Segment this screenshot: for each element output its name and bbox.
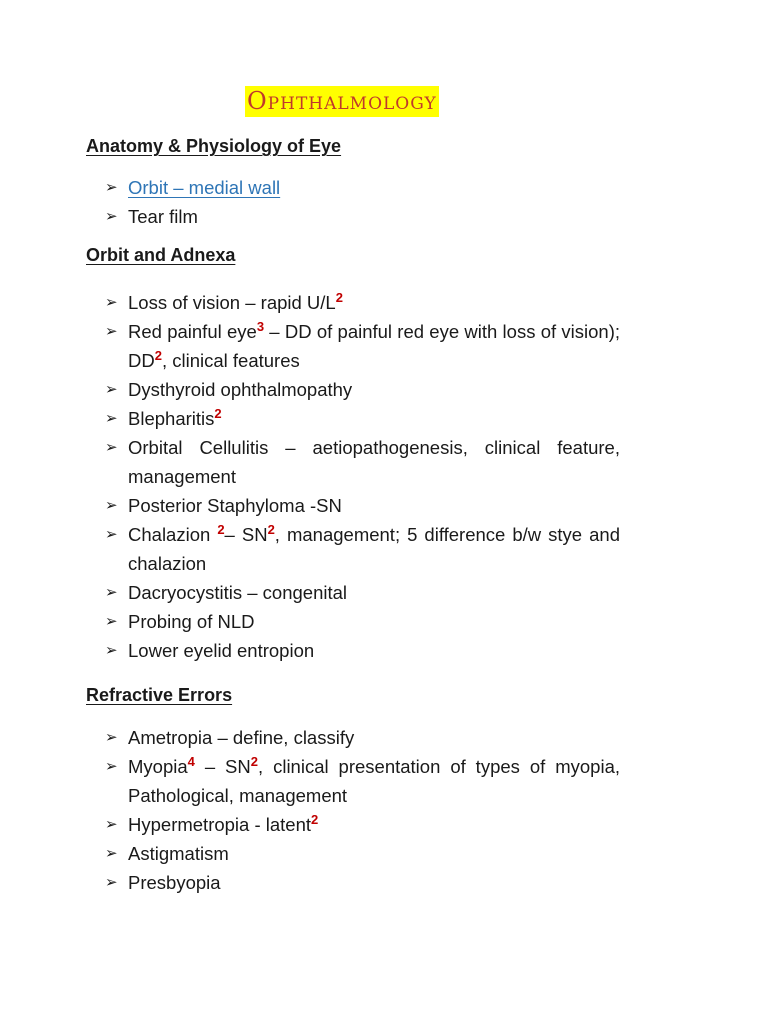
list-item bbox=[105, 404, 620, 433]
title-highlight bbox=[245, 86, 439, 117]
item-text: Loss of vision – rapid U/L bbox=[128, 292, 336, 313]
list-item bbox=[105, 375, 620, 404]
list-item bbox=[105, 520, 620, 578]
arrowhead-bullet-icon: ➢ bbox=[105, 497, 118, 514]
item-text: Tear film bbox=[128, 206, 198, 227]
item-text: – SN bbox=[224, 524, 268, 545]
item-text: Ametropia – define, classify bbox=[128, 727, 355, 748]
section-heading-anatomy: Anatomy & Physiology of Eye bbox=[86, 136, 342, 156]
list-item bbox=[105, 288, 620, 317]
arrowhead-bullet-icon: ➢ bbox=[105, 294, 118, 311]
item-text: , clinical presentation of types of myopia, Pathological, management bbox=[128, 756, 620, 806]
list-item bbox=[105, 810, 620, 839]
frequency-superscript: 2 bbox=[311, 812, 319, 827]
item-text: Dysthyroid ophthalmopathy bbox=[128, 379, 353, 400]
section-list-orbit bbox=[105, 288, 620, 665]
list-item bbox=[105, 839, 620, 868]
frequency-superscript: 2 bbox=[154, 348, 162, 363]
item-text: Myopia bbox=[128, 756, 188, 777]
item-text: Hypermetropia - latent bbox=[128, 814, 312, 835]
frequency-superscript: 2 bbox=[267, 522, 275, 537]
arrowhead-bullet-icon: ➢ bbox=[105, 613, 118, 630]
item-text: – SN bbox=[194, 756, 251, 777]
arrowhead-bullet-icon: ➢ bbox=[105, 208, 118, 225]
arrowhead-bullet-icon: ➢ bbox=[105, 179, 118, 196]
list-item bbox=[105, 491, 620, 520]
item-text: Chalazion bbox=[128, 524, 218, 545]
arrowhead-bullet-icon: ➢ bbox=[105, 816, 118, 833]
arrowhead-bullet-icon: ➢ bbox=[105, 526, 118, 543]
item-text: Posterior Staphyloma -SN bbox=[128, 495, 342, 516]
list-item bbox=[105, 173, 620, 202]
arrowhead-bullet-icon: ➢ bbox=[105, 758, 118, 775]
item-text: Lower eyelid entropion bbox=[128, 640, 315, 661]
frequency-superscript: 3 bbox=[256, 319, 265, 334]
list-item bbox=[105, 868, 620, 897]
arrowhead-bullet-icon: ➢ bbox=[105, 381, 118, 398]
arrowhead-bullet-icon: ➢ bbox=[105, 874, 118, 891]
item-text: Red painful eye bbox=[128, 321, 257, 342]
section-list-anatomy bbox=[105, 173, 620, 231]
list-item bbox=[105, 433, 620, 491]
frequency-superscript: 4 bbox=[187, 754, 195, 769]
frequency-superscript: 2 bbox=[250, 754, 258, 769]
list-item bbox=[105, 752, 620, 810]
list-item bbox=[105, 636, 620, 665]
item-text: Blepharitis bbox=[128, 408, 215, 429]
frequency-superscript: 2 bbox=[214, 406, 222, 421]
arrowhead-bullet-icon: ➢ bbox=[105, 729, 118, 746]
topic-link[interactable]: Orbit – medial wall bbox=[128, 177, 281, 198]
item-text: , clinical features bbox=[161, 350, 300, 371]
list-item bbox=[105, 317, 620, 375]
list-item bbox=[105, 202, 620, 231]
list-item bbox=[105, 607, 620, 636]
item-text: – DD of painful red eye with loss of vision); DD bbox=[128, 321, 621, 371]
arrowhead-bullet-icon: ➢ bbox=[105, 584, 118, 601]
item-text: Presbyopia bbox=[128, 872, 221, 893]
item-text: Dacryocystitis – congenital bbox=[128, 582, 348, 603]
arrowhead-bullet-icon: ➢ bbox=[105, 439, 118, 456]
page-title: Ophthalmology bbox=[247, 87, 437, 115]
list-item bbox=[105, 578, 620, 607]
item-text: Astigmatism bbox=[128, 843, 229, 864]
item-text: , management; 5 difference b/w stye and chalazion bbox=[128, 524, 620, 574]
item-text: Probing of NLD bbox=[128, 611, 255, 632]
arrowhead-bullet-icon: ➢ bbox=[105, 410, 118, 427]
arrowhead-bullet-icon: ➢ bbox=[105, 323, 118, 340]
frequency-superscript: 2 bbox=[217, 522, 225, 537]
section-heading-orbit: Orbit and Adnexa bbox=[86, 245, 236, 265]
arrowhead-bullet-icon: ➢ bbox=[105, 642, 118, 659]
section-heading-refractive: Refractive Errors bbox=[86, 685, 233, 705]
item-text: Orbital Cellulitis – aetiopathogenesis, clinical feature, management bbox=[128, 437, 620, 487]
list-item bbox=[105, 723, 620, 752]
frequency-superscript: 2 bbox=[335, 290, 343, 305]
arrowhead-bullet-icon: ➢ bbox=[105, 845, 118, 862]
section-list-refractive bbox=[105, 723, 620, 897]
